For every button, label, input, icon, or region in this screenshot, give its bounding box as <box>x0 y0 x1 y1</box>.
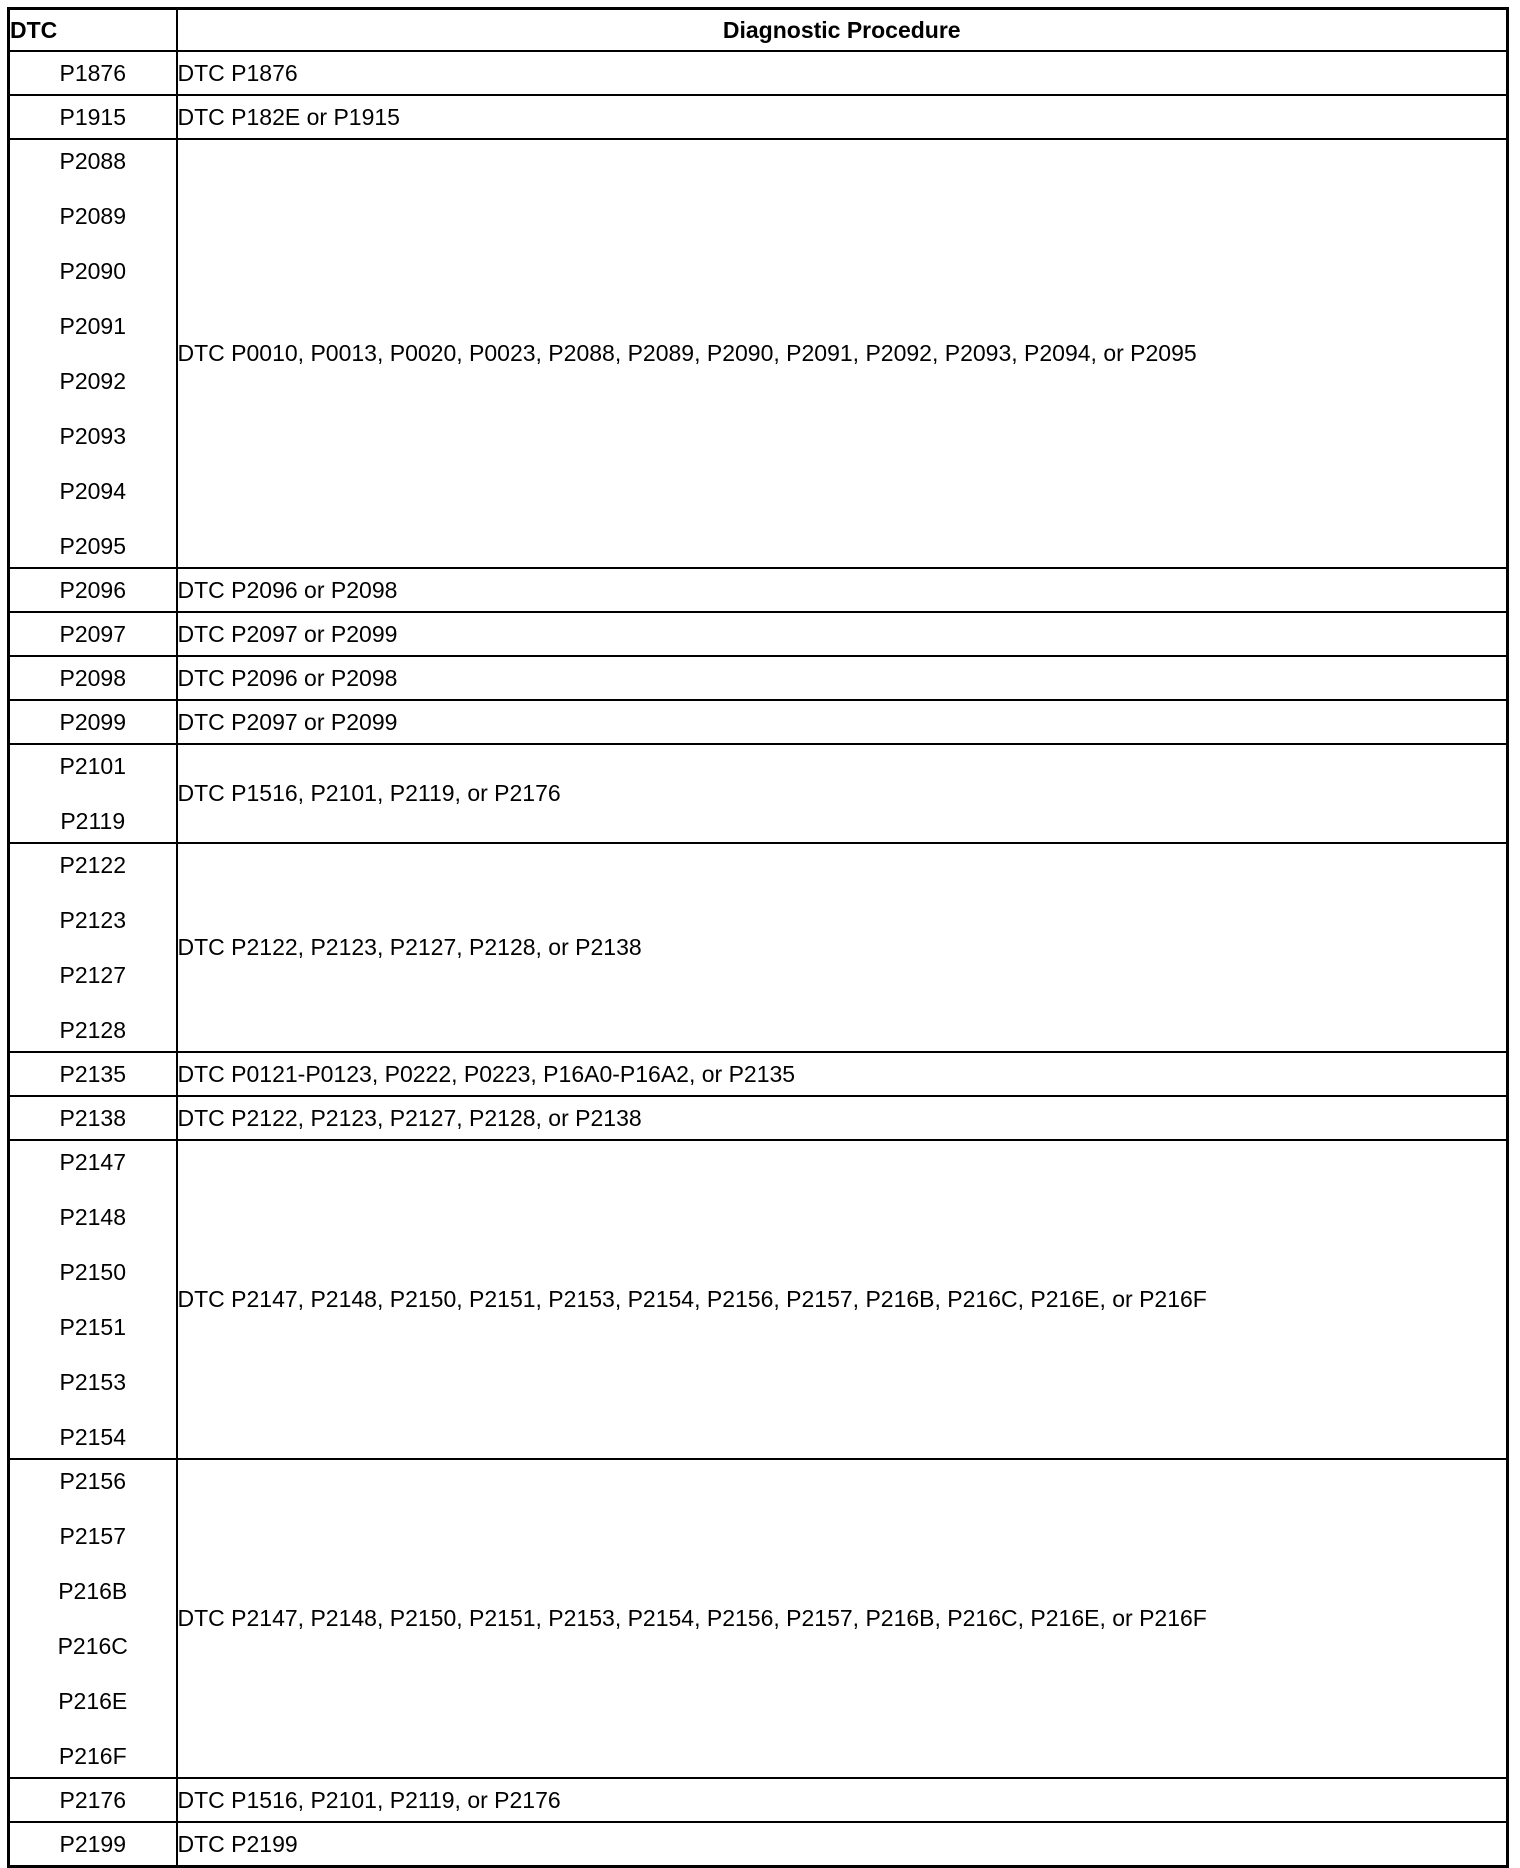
dtc-code-cell <box>9 1778 177 1822</box>
dtc-code: P216C <box>57 1633 128 1659</box>
dtc-code: P2089 <box>59 203 126 229</box>
dtc-code: P1915 <box>59 104 126 130</box>
dtc-code: P216B <box>58 1578 128 1604</box>
diagnostic-procedure-cell <box>177 1822 1508 1867</box>
code-spacer <box>10 1502 176 1515</box>
code-spacer <box>10 996 176 1009</box>
diagnostic-procedure-cell <box>177 139 1508 568</box>
code-spacer <box>10 787 176 800</box>
dtc-code: P2138 <box>59 1105 126 1131</box>
diagnostic-procedure-text: DTC P2199 <box>177 1830 298 1857</box>
code-spacer <box>10 1183 176 1196</box>
dtc-code: P2157 <box>59 1523 126 1549</box>
code-spacer <box>10 457 176 470</box>
dtc-code: P2156 <box>59 1468 126 1494</box>
dtc-code: P2150 <box>59 1259 126 1285</box>
dtc-code: P2099 <box>59 709 126 735</box>
code-spacer <box>10 1348 176 1361</box>
dtc-code: P2153 <box>59 1369 126 1395</box>
table-row <box>9 612 1508 656</box>
diagnostic-procedure-text: DTC P0010, P0013, P0020, P0023, P2088, P2089, P2090, P2091, P2092, P2093, P2094, or P2095 <box>177 340 1197 366</box>
dtc-table <box>7 7 1509 1868</box>
table-row <box>9 1052 1508 1096</box>
table-row <box>9 95 1508 139</box>
table-row <box>9 656 1508 700</box>
table-row <box>9 139 1508 568</box>
dtc-code-cell <box>9 843 177 1052</box>
dtc-code-cell <box>9 744 177 843</box>
code-spacer <box>10 1557 176 1570</box>
dtc-code-cell <box>9 1459 177 1778</box>
diagnostic-procedure-cell <box>177 656 1508 700</box>
dtc-code-cell <box>9 51 177 95</box>
dtc-code: P2151 <box>59 1314 126 1340</box>
table-row <box>9 1140 1508 1459</box>
diagnostic-procedure-text: DTC P2097 or P2099 <box>177 708 398 735</box>
dtc-code-cell <box>9 700 177 744</box>
diagnostic-procedure-cell <box>177 843 1508 1052</box>
diagnostic-procedure-cell <box>177 744 1508 843</box>
diagnostic-procedure-text: DTC P2097 or P2099 <box>177 620 398 647</box>
procedure-column-header: Diagnostic Procedure <box>177 9 1508 52</box>
diagnostic-procedure-text: DTC P1876 <box>177 59 298 86</box>
dtc-code-cell <box>9 95 177 139</box>
dtc-code-cell <box>9 1822 177 1867</box>
dtc-code: P2148 <box>59 1204 126 1230</box>
code-spacer <box>10 1667 176 1680</box>
diagnostic-procedure-cell <box>177 1778 1508 1822</box>
diagnostic-procedure-cell <box>177 1459 1508 1778</box>
dtc-code: P2127 <box>59 962 126 988</box>
dtc-code: P2092 <box>59 368 126 394</box>
code-spacer <box>10 292 176 305</box>
dtc-code-cell <box>9 1096 177 1140</box>
table-row <box>9 1778 1508 1822</box>
dtc-code: P2097 <box>59 621 126 647</box>
diagnostic-procedure-text: DTC P2096 or P2098 <box>177 664 398 691</box>
dtc-code: P2154 <box>59 1424 126 1450</box>
diagnostic-procedure-text: DTC P2096 or P2098 <box>177 576 398 603</box>
table-body <box>9 51 1508 1867</box>
code-spacer <box>10 1293 176 1306</box>
diagnostic-procedure-text: DTC P2122, P2123, P2127, P2128, or P2138 <box>177 934 642 960</box>
diagnostic-procedure-text: DTC P2122, P2123, P2127, P2128, or P2138 <box>177 1104 642 1131</box>
code-spacer <box>10 1612 176 1625</box>
dtc-code-cell <box>9 1140 177 1459</box>
diagnostic-procedure-cell <box>177 95 1508 139</box>
code-spacer <box>10 886 176 899</box>
dtc-code: P2135 <box>59 1061 126 1087</box>
dtc-code-cell <box>9 656 177 700</box>
dtc-code: P1876 <box>59 60 126 86</box>
diagnostic-procedure-cell <box>177 1140 1508 1459</box>
dtc-code: P2199 <box>59 1831 126 1857</box>
diagnostic-procedure-cell <box>177 1096 1508 1140</box>
dtc-code-cell <box>9 1052 177 1096</box>
dtc-code: P216E <box>58 1688 128 1714</box>
diagnostic-procedure-text: DTC P1516, P2101, P2119, or P2176 <box>177 1786 561 1813</box>
code-spacer <box>10 402 176 415</box>
dtc-code: P2122 <box>59 852 126 878</box>
diagnostic-procedure-text: DTC P182E or P1915 <box>177 103 400 130</box>
dtc-code: P2147 <box>59 1149 126 1175</box>
diagnostic-procedure-cell <box>177 612 1508 656</box>
code-spacer <box>10 1403 176 1416</box>
dtc-code: P2128 <box>59 1017 126 1043</box>
dtc-code: P2088 <box>59 148 126 174</box>
diagnostic-procedure-cell <box>177 51 1508 95</box>
dtc-code: P2091 <box>59 313 126 339</box>
table-row <box>9 744 1508 843</box>
dtc-column-header: DTC <box>9 9 177 52</box>
code-spacer <box>10 347 176 360</box>
code-spacer <box>10 237 176 250</box>
code-spacer <box>10 512 176 525</box>
dtc-code: P2176 <box>59 1787 126 1813</box>
dtc-code: P2095 <box>59 533 126 559</box>
dtc-code: P2093 <box>59 423 126 449</box>
dtc-code-cell <box>9 139 177 568</box>
table-row <box>9 700 1508 744</box>
diagnostic-procedure-cell <box>177 568 1508 612</box>
code-spacer <box>10 1238 176 1251</box>
table-row <box>9 51 1508 95</box>
table-header-row <box>9 9 1508 52</box>
code-spacer <box>10 1722 176 1735</box>
dtc-table-container <box>7 7 1506 1868</box>
dtc-code-cell <box>9 612 177 656</box>
dtc-code: P2090 <box>59 258 126 284</box>
dtc-code: P2123 <box>59 907 126 933</box>
table-row <box>9 1822 1508 1867</box>
dtc-code-cell <box>9 568 177 612</box>
diagnostic-procedure-cell <box>177 1052 1508 1096</box>
code-spacer <box>10 941 176 954</box>
dtc-code: P2098 <box>59 665 126 691</box>
table-row <box>9 1096 1508 1140</box>
table-row <box>9 1459 1508 1778</box>
diagnostic-procedure-text: DTC P0121-P0123, P0222, P0223, P16A0-P16A2, or P2135 <box>177 1060 796 1087</box>
dtc-code: P216F <box>58 1743 127 1769</box>
dtc-code: P2094 <box>59 478 126 504</box>
dtc-code: P2096 <box>59 577 126 603</box>
diagnostic-procedure-text: DTC P2147, P2148, P2150, P2151, P2153, P2154, P2156, P2157, P216B, P216C, P216E, or P216F <box>177 1286 1207 1312</box>
code-spacer <box>10 182 176 195</box>
diagnostic-procedure-text: DTC P1516, P2101, P2119, or P2176 <box>177 780 561 806</box>
table-row <box>9 843 1508 1052</box>
table-row <box>9 568 1508 612</box>
dtc-code: P2101 <box>59 753 126 779</box>
diagnostic-procedure-text: DTC P2147, P2148, P2150, P2151, P2153, P2154, P2156, P2157, P216B, P216C, P216E, or P216F <box>177 1605 1207 1631</box>
dtc-code: P2119 <box>60 808 126 834</box>
diagnostic-procedure-cell <box>177 700 1508 744</box>
